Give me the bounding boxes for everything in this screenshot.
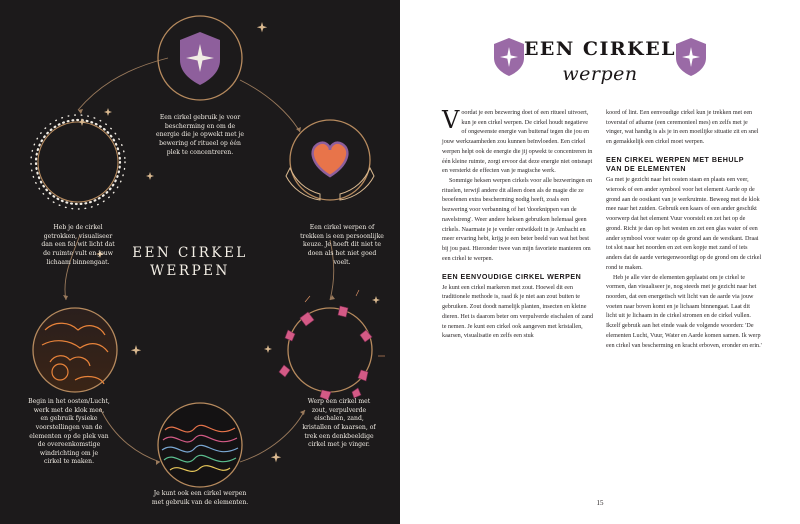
center-title-line1: EEN CIRKEL (132, 245, 248, 261)
page-number: 15 (596, 499, 604, 507)
section-heading: EEN CIRKEL WERPEN MET BEHULP VAN DE ELEMENTEN (606, 155, 744, 174)
elements-waves-circle (158, 403, 242, 487)
protection-shield-circle (158, 16, 242, 100)
left-center-title (130, 244, 250, 280)
air-element-circle (33, 308, 117, 392)
text-column-right (606, 109, 762, 351)
body-paragraph: koord of lint. Een eenvoudige cirkel kun je trekken met een toverstaf of athame (een ceremonieel mes) en zelfs met je vinger, wat handig is als je in een moeilijke situatie zit en snel en gemakkelijk een cirkel moet werpen. (606, 110, 759, 146)
section-heading: EEN EENVOUDIGE CIRKEL WERPEN (442, 272, 582, 281)
chapter-heading (400, 38, 800, 98)
intro-paragraph: Voordat je een bezwering doet of een ritueel uitvoert, kun je een cirkel werpen. De cirkel houdt negatieve of ongewenste energie van buitenaf tegen die jou en jouw werkzaamheden zou kunnen beïnvloeden. Een cirkel werpen helpt ook de energie die jij opwekt te concentreren in één kleine ruimte, zorgt ervoor dat deze energie niet ontsnapt en versterkt de effecten van je magische werk. (442, 106, 593, 175)
body-paragraph: Ga met je gezicht naar het oosten staan en plaats een veer, wierook of een ander symbool voor het element Aarde op de grond aan de oostkant van je werkruimte. Beweeg met de klok mee naar het zuiden. Gebruik een kaars of een ander geschikt voorwerp dat het element Vuur voorstelt en zet het op de grond. Richt je dan op het westen en zet een glas water of een ander symbool voor water op de grond aan de westkant. Draai tot slot naar het noorden en zet een kopje met zand of iets anders dat de aarde vertegenwoordigt op de grond om de cirkel rond te maken. (606, 177, 762, 271)
right-page-text (400, 0, 800, 524)
shield-icon (674, 38, 708, 76)
caption-top: Een cirkel gebruik je voor bescherming en om de energie die je opwekt met je bewering of ritueel op één plek te concentreren. (155, 114, 244, 156)
caption-bottom: Je kunt ook een cirkel werpen met gebruik van de elementen. (151, 490, 249, 506)
caption-left-upper: Heb je de cirkel getrokken, visualiseer dan een fel wit licht dat de ruimte vult en jouw lichaam binnengaat. (41, 224, 115, 266)
heart-hands-circle (286, 120, 374, 200)
caption-right-lower: Werp een cirkel met zout, verpulverde eischalen, zand, kristallen of kaarsen, of trek een denkbeeldige cirkel met je vinger. (302, 398, 376, 449)
crystal-ring-circle (279, 290, 385, 400)
text-column-left (442, 106, 594, 342)
center-title-line2: WERPEN (150, 263, 230, 280)
body-paragraph: Je kunt een cirkel markeren met zout. Hoewel dit een traditionele methode is, raad ik je niet aan zout buiten te gebruiken. Zout doodt namelijk planten, insecten en kleine dieren. Het is daarom beter om verpulverde eischalen of zand te nemen. Je kunt een cirkel ook aangeven met kristallen, kaarsen, visualisatie en zelfs een stuk (442, 284, 594, 340)
page-subtitle: werpen (562, 63, 638, 85)
white-light-circle (31, 115, 125, 209)
drop-cap: V (442, 106, 460, 134)
page-title: EEN CIRKEL (523, 38, 677, 60)
caption-left-lower: Begin in het oosten/Lucht, werk met de klok mee, en gebruik fysieke voorstellingen van de elementen op de plek van de overeenkomstige windrichting om je cirkel te maken. (28, 398, 110, 466)
body-paragraph: Sommige heksen werpen cirkels voor alle bezweringen en rituelen, terwijl andere dit alleen doen als de magie die ze beoefenen extra bescherming nodig heeft, zoals een bezwering voor verbanning of het 'doorknippen van de navelstreng'. Weer andere heksen gebruiken helemaal geen cirkels. Naarmate je je verder ontwikkelt in je Ambacht en meer ervaring hebt, krijg je een beter beeld van wat het best bij jou past. Hieronder twee van mijn favoriete manieren om een cirkel te werpen. (442, 178, 593, 262)
caption-right-upper: Een cirkel werpen of trekken is een persoonlijke keuze. Je hoeft dit niet te doen als het niet goed voelt. (300, 224, 384, 266)
body-paragraph: Heb je alle vier de elementen geplaatst om je cirkel te vormen, dan visualiseer je, nog steeds met je gezicht naar het noorden, dat een energetisch wit licht van de aarde via jouw voeten naar boven komt en je lichaam binnengaat. Laat dit licht uit je lichaam in de cirkel stromen en de cirkel vullen. Ikzelf gebruik aan het einde vaak de volgende woorden: 'De elementen Lucht, Vuur, Water en Aarde komen samen. Ik werp een cirkel van bescherming en kracht erboven, eronder en erin.' (606, 274, 762, 349)
